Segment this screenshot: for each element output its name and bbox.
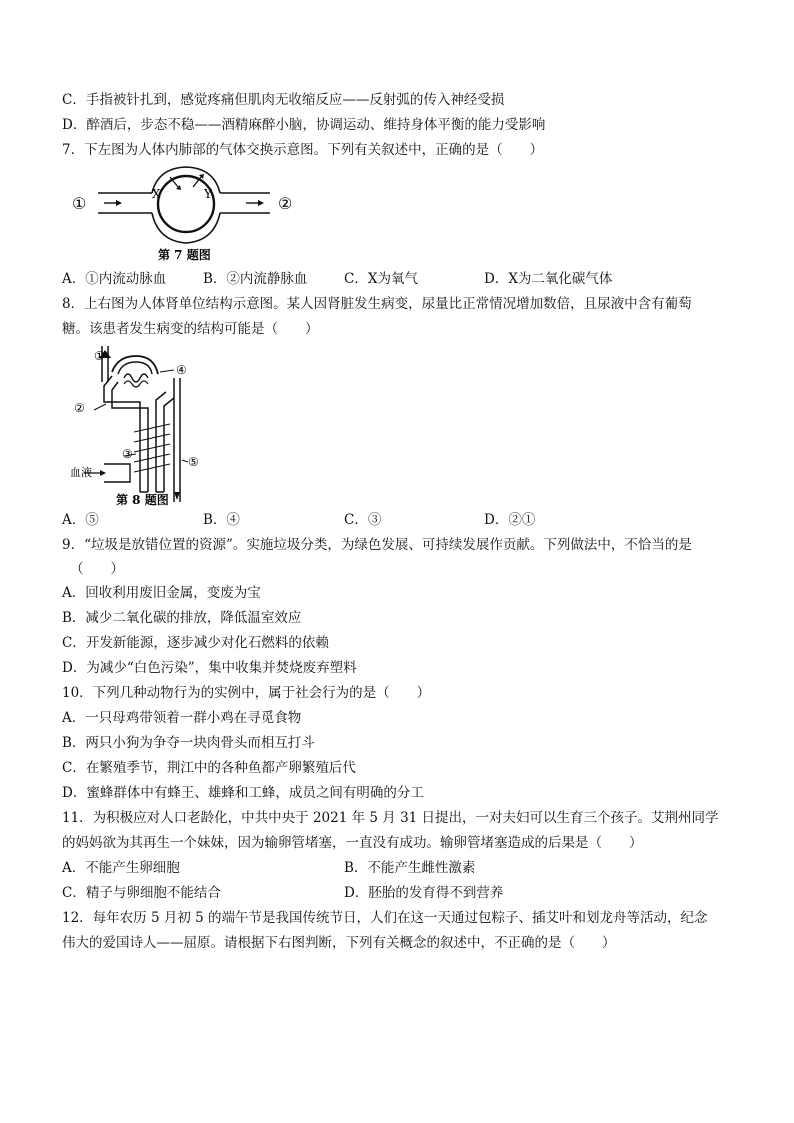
q7-option-d: D．X为二氧化碳气体 — [484, 271, 613, 287]
q6-option-c: C．手指被针扎到，感觉疼痛但肌肉无收缩反应——反射弧的传入神经受损 — [62, 92, 505, 108]
q8-stem-line2: 糖。该患者发生病变的结构可能是（ ） — [62, 321, 319, 337]
q8-stem-line1: 8．上右图为人体肾单位结构示意图。某人因肾脏发生病变，尿量比正常情况增加数倍，且尿液中含有葡萄 — [62, 296, 692, 312]
fig8-label-blood: 血液 — [70, 466, 92, 479]
q11-stem-line1: 11．为积极应对人口老龄化，中共中央于 2021 年 5 月 31 日提出，一对夫妇可以生育三个孩子。艾荆州同学 — [62, 810, 719, 826]
q10-stem: 10．下列几种动物行为的实例中，属于社会行为的是（ ） — [62, 685, 431, 701]
q9-option-c: C．开发新能源，逐步减少对化石燃料的依赖 — [62, 635, 329, 651]
q8-option-b: B．④ — [203, 512, 240, 528]
q9-option-a: A．回收利用废旧金属，变废为宝 — [62, 585, 261, 601]
q6-option-d: D．醉酒后，步态不稳——酒精麻醉小脑，协调运动、维持身体平衡的能力受影响 — [62, 117, 546, 133]
q7-option-c: C．X为氧气 — [344, 271, 418, 287]
fig8-label-5: ⑤ — [188, 455, 199, 469]
q8-option-d: D．②① — [484, 512, 536, 528]
q7-option-b: B．②内流静脉血 — [203, 271, 308, 287]
q10-option-b: B．两只小狗为争夺一块肉骨头而相互打斗 — [62, 735, 315, 751]
q8-option-a: A．⑤ — [62, 512, 99, 528]
q9-stem-line2: （ ） — [70, 561, 124, 577]
figure-7-lung-gas-exchange — [70, 163, 310, 263]
fig8-label-2: ② — [74, 401, 85, 415]
fig7-label-y: Y — [204, 187, 212, 201]
figure-8-nephron — [70, 342, 220, 507]
q7-option-a: A．①内流动脉血 — [62, 271, 167, 287]
q10-option-d: D．蜜蜂群体中有蜂王、雄蜂和工蜂，成员之间有明确的分工 — [62, 785, 424, 801]
q11-option-a: A．不能产生卵细胞 — [62, 860, 180, 876]
fig7-caption: 第 7 题图 — [158, 248, 211, 262]
fig7-label-2: ② — [278, 194, 293, 213]
q9-option-d: D．为减少“白色污染”，集中收集并焚烧废弃塑料 — [62, 660, 357, 676]
q9-option-b: B．减少二氧化碳的排放，降低温室效应 — [62, 610, 302, 626]
q10-option-a: A．一只母鸡带领着一群小鸡在寻觅食物 — [62, 710, 302, 726]
fig7-label-x: X — [152, 187, 161, 201]
q12-stem-line1: 12．每年农历 5 月初 5 的端午节是我国传统节日，人们在这一天通过包粽子、插艾叶和划龙舟等活动，纪念 — [62, 910, 708, 926]
q7-stem: 7．下左图为人体内肺部的气体交换示意图。下列有关叙述中，正确的是（ ） — [62, 142, 544, 158]
q11-option-c: C．精子与卵细胞不能结合 — [62, 885, 221, 901]
q11-option-b: B．不能产生雌性激素 — [344, 860, 476, 876]
fig8-label-4: ④ — [176, 363, 187, 377]
q10-option-c: C．在繁殖季节，荆江中的各种鱼都产卵繁殖后代 — [62, 760, 356, 776]
q12-stem-line2: 伟大的爱国诗人——屈原。请根据下右图判断，下列有关概念的叙述中，不正确的是（ ） — [62, 935, 616, 951]
q8-option-c: C．③ — [344, 512, 382, 528]
fig8-caption: 第 8 题图 — [116, 493, 169, 507]
q11-option-d: D．胚胎的发育得不到营养 — [344, 885, 504, 901]
fig8-label-1: ① — [94, 349, 105, 363]
q11-stem-line2: 的妈妈欲为其再生一个妹妹，因为输卵管堵塞，一直没有成功。输卵管堵塞造成的后果是（ ） — [62, 835, 643, 851]
fig8-label-3: ③ — [122, 447, 133, 461]
fig7-label-1: ① — [72, 194, 87, 213]
q9-stem-line1: 9．“垃圾是放错位置的资源”。实施垃圾分类，为绿色发展、可持续发展作贡献。下列做法中，不恰当的是 — [62, 537, 692, 553]
